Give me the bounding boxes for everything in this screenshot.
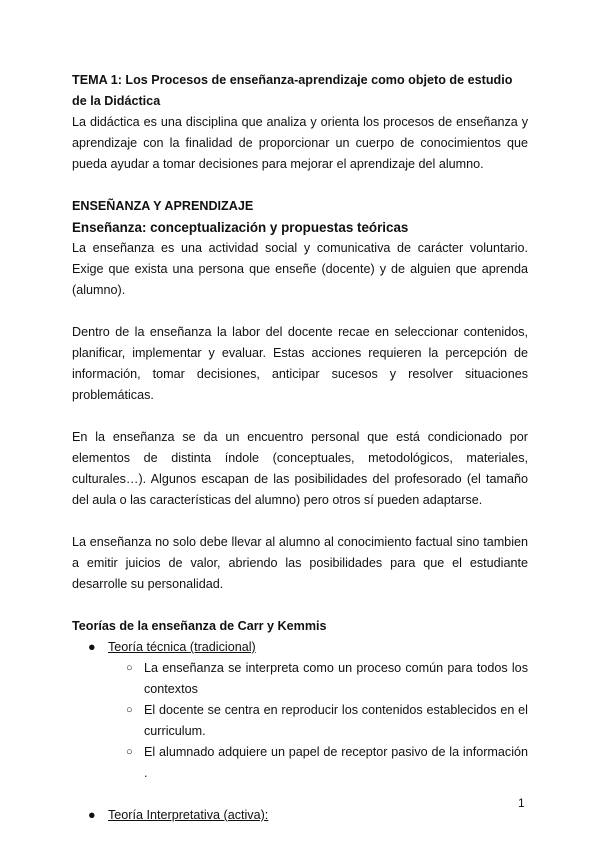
paragraph-3: En la enseñanza se da un encuentro personal que está condicionado por elementos de distinta índole (conceptuales, metodológicos, materiales, culturales…). Algunos escapan de las posibilidades del profesorado (el tamaño del aula o las características del alumno) pero otros sí pueden adaptarse. <box>72 430 528 507</box>
bullet-icon: ● <box>88 640 96 654</box>
document-title: TEMA 1: Los Procesos de enseñanza-aprendizaje como objeto de estudio de la Didáctica <box>72 73 513 108</box>
theory-label: Teoría Interpretativa (activa): <box>108 808 269 822</box>
bullet-icon: ● <box>88 808 96 822</box>
hollow-bullet-icon: ○ <box>126 662 133 674</box>
paragraph-1: La enseñanza es una actividad social y comunicativa de carácter voluntario. Exige que exista una persona que enseñe (docente) y de alguien que aprenda (alumno). <box>72 241 528 297</box>
theory-label: Teoría técnica (tradicional) <box>108 640 256 654</box>
theory-item-tecnica <box>72 637 528 658</box>
intro-paragraph: La didáctica es una disciplina que analiza y orienta los procesos de enseñanza y aprendizaje con la finalidad de proporcionar un cuerpo de conocimientos que pueda ayudar a tomar decisiones para mejorar el aprendizaje del alumno. <box>72 115 528 171</box>
document-page <box>72 70 528 826</box>
theory-item-interpretativa <box>72 805 528 826</box>
list-item <box>72 700 528 742</box>
subheading: Enseñanza: conceptualización y propuestas teóricas <box>72 220 409 235</box>
paragraph-2: Dentro de la enseñanza la labor del docente recae en seleccionar contenidos, planificar, implementar y evaluar. Estas acciones requieren la percepción de información, tomar decisiones, anticipar sucesos y resolver situaciones problemáticas. <box>72 325 528 402</box>
list-item <box>72 658 528 700</box>
theories-list <box>72 637 528 826</box>
point-text: El docente se centra en reproducir los contenidos establecidos en el curriculum. <box>144 703 528 738</box>
list-item <box>72 742 528 784</box>
theories-heading: Teorías de la enseñanza de Carr y Kemmis <box>72 619 327 633</box>
section-heading: ENSEÑANZA Y APRENDIZAJE <box>72 199 254 213</box>
hollow-bullet-icon: ○ <box>126 746 133 758</box>
paragraph-4: La enseñanza no solo debe llevar al alumno al conocimiento factual sino tambien a emitir juicios de valor, abriendo las posibilidades para que el estudiante desarrolle su personalidad. <box>72 535 528 591</box>
page-number: 1 <box>518 796 525 810</box>
point-text: La enseñanza se interpreta como un proceso común para todos los contextos <box>144 661 528 696</box>
point-text: El alumnado adquiere un papel de receptor pasivo de la información . <box>144 745 528 780</box>
hollow-bullet-icon: ○ <box>126 704 133 716</box>
theory-points-tecnica <box>72 658 528 784</box>
